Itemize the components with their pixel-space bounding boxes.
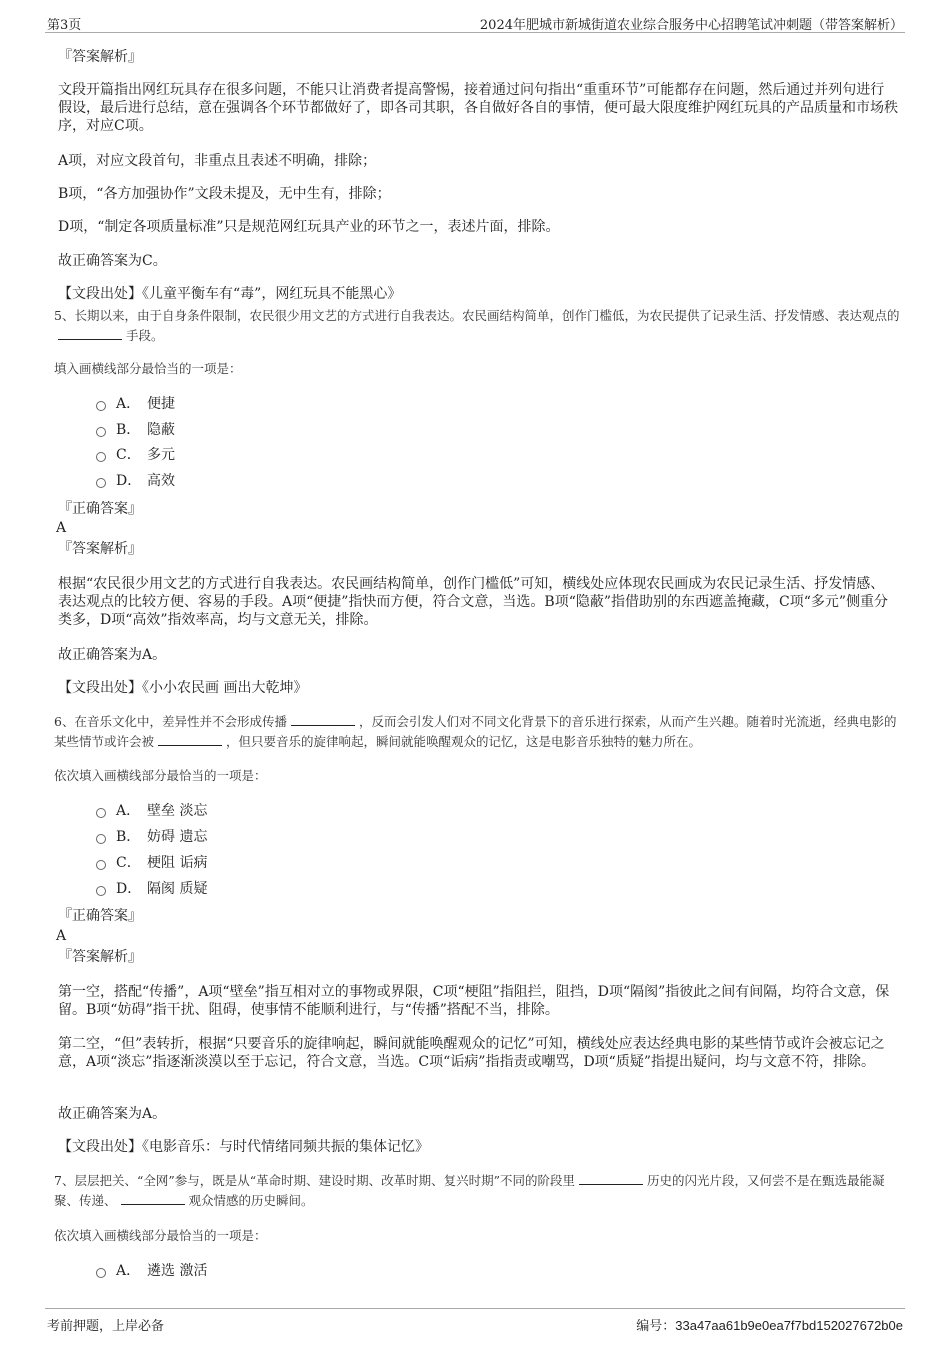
q4-analysis-option-d: D项，“制定各项质量标准”只是规范网红玩具产业的环节之一，表述片面，排除。 (58, 219, 560, 235)
q7-option-a[interactable]: A． 遴选 激活 (96, 1261, 207, 1281)
radio-icon[interactable] (96, 478, 106, 488)
q5-answer: A (56, 520, 67, 536)
q7-prompt: 依次填入画横线部分最恰当的一项是： (54, 1228, 267, 1243)
q6-source: 【文段出处】《电影音乐：与时代情绪同频共振的集体记忆》 (58, 1139, 429, 1155)
q5-conclusion: 故正确答案为A。 (58, 647, 167, 663)
q6-option-c[interactable]: C． 梗阻 诟病 (96, 853, 207, 873)
q6-option-b[interactable]: B． 妨碍 遗忘 (96, 827, 207, 847)
q5-analysis-label: 『答案解析』 (58, 541, 142, 557)
q6-option-d[interactable]: D． 隔阂 质疑 (96, 879, 207, 899)
footer-slogan: 考前押题，上岸必备 (47, 1319, 165, 1334)
q5-blank (58, 327, 122, 340)
radio-icon[interactable] (96, 452, 106, 462)
q6-analysis-label: 『答案解析』 (58, 949, 142, 965)
q5-prompt: 填入画横线部分最恰当的一项是： (54, 361, 242, 376)
page-number: 第3页 (47, 18, 82, 33)
q6-analysis-2: 第二空，“但”表转折，根据“只要音乐的旋律响起，瞬间就能唤醒观众的记忆”可知，横线处应表达经典电影的某些情节或许会被忘记之意，A项“淡忘”指逐渐淡漠以至于忘记，符合文意，当选。C项“诟病”指指责或嘲骂，D项“质疑”指提出疑问，均与文意不符，排除。 (58, 1036, 885, 1070)
q6-analysis-1: 第一空，搭配“传播”，A项“壁垒”指互相对立的事物或界限，C项“梗阻”指阻拦，阻挡，D项“隔阂”指彼此之间有间隔，均符合文意，保留。B项“妨碍”指干扰、阻碍，使事情不能顺利进行，与“传播”搭配不当，排除。 (58, 984, 890, 1018)
q7-stem: 7、层层把关、“全网”参与，既是从“革命时期、建设时期、改革时期、复兴时期”不同的阶段里 历史的闪光片段，又何尝不是在甄选最能凝聚、传递、 观众情感的历史瞬间。 (54, 1173, 885, 1208)
radio-icon[interactable] (96, 834, 106, 844)
radio-icon[interactable] (96, 1268, 106, 1278)
q5-analysis: 根据“农民很少用文艺的方式进行自我表达。农民画结构简单，创作门槛低”可知，横线处应体现农民画成为农民记录生活、抒发情感、表达观点的比较方便、容易的手段。A项“便捷”指快而方便，符合文意，当选。B项“隐蔽”指借助别的东西遮盖掩藏，C项“多元”侧重分类多，D项“高效”指效率高，均与文意无关，排除。 (58, 576, 889, 628)
page-header (45, 10, 905, 33)
q5-option-a[interactable]: A． 便捷 (96, 394, 175, 414)
q6-blank-1 (291, 713, 355, 726)
radio-icon[interactable] (96, 401, 106, 411)
q6-option-a[interactable]: A． 壁垒 淡忘 (96, 801, 207, 821)
q5-stem-text: 5、长期以来，由于自身条件限制，农民很少用文艺的方式进行自我表达。农民画结构简单，创作门槛低，为农民提供了记录生活、抒发情感、表达观点的 (54, 308, 900, 323)
q5-option-c[interactable]: C． 多元 (96, 445, 175, 465)
document-code: 编号：33a47aa61b9e0ea7f7bd152027672b0e (636, 1318, 903, 1334)
page-footer (45, 1308, 905, 1337)
q4-analysis-label: 『答案解析』 (58, 49, 142, 65)
q5-answer-label: 『正确答案』 (58, 501, 142, 517)
q4-analysis-para: 文段开篇指出网红玩具存在很多问题，不能只让消费者提高警惕，接着通过问句指出“重重环节”可能都存在问题，然后通过并列句进行假设，最后进行总结，意在强调各个环节都做好了，即各司其职，各自做好各自的事情，便可最大限度维护网红玩具的产品质量和市场秩序，对应C项。 (58, 82, 898, 134)
q6-blank-2 (158, 733, 222, 746)
q5-source: 【文段出处】《小小农民画 画出大乾坤》 (58, 680, 308, 696)
q7-blank-1 (579, 1172, 643, 1185)
q6-stem: 6、在音乐文化中，差异性并不会形成传播 ，反而会引发人们对不同文化背景下的音乐进行探索，从而产生兴趣。随着时光流逝，经典电影的某些情节或许会被 ，但只要音乐的旋律响起，瞬间就能唤醒观众的记忆，这是电影音乐独特的魅力所在。 (54, 714, 897, 749)
q4-conclusion: 故正确答案为C。 (58, 253, 167, 269)
radio-icon[interactable] (96, 808, 106, 818)
q6-answer: A (56, 928, 67, 944)
q4-analysis-option-b: B项，“各方加强协作”文段未提及，无中生有，排除； (58, 186, 391, 202)
q5-stem (54, 306, 904, 346)
document-title: 2024年肥城市新城街道农业综合服务中心招聘笔试冲刺题（带答案解析） (479, 18, 903, 33)
radio-icon[interactable] (96, 427, 106, 437)
q4-analysis-option-a: A项，对应文段首句，非重点且表述不明确，排除； (58, 153, 377, 169)
q6-answer-label: 『正确答案』 (58, 908, 142, 924)
q6-prompt: 依次填入画横线部分最恰当的一项是： (54, 768, 267, 783)
q5-stem-text-end: 手段。 (126, 328, 164, 343)
q6-conclusion: 故正确答案为A。 (58, 1106, 167, 1122)
radio-icon[interactable] (96, 860, 106, 870)
q7-blank-2 (121, 1192, 185, 1205)
radio-icon[interactable] (96, 886, 106, 896)
q5-option-b[interactable]: B． 隐蔽 (96, 420, 175, 440)
q4-source: 【文段出处】《儿童平衡车有“毒”，网红玩具不能黑心》 (58, 286, 402, 302)
q5-option-d[interactable]: D． 高效 (96, 471, 175, 491)
